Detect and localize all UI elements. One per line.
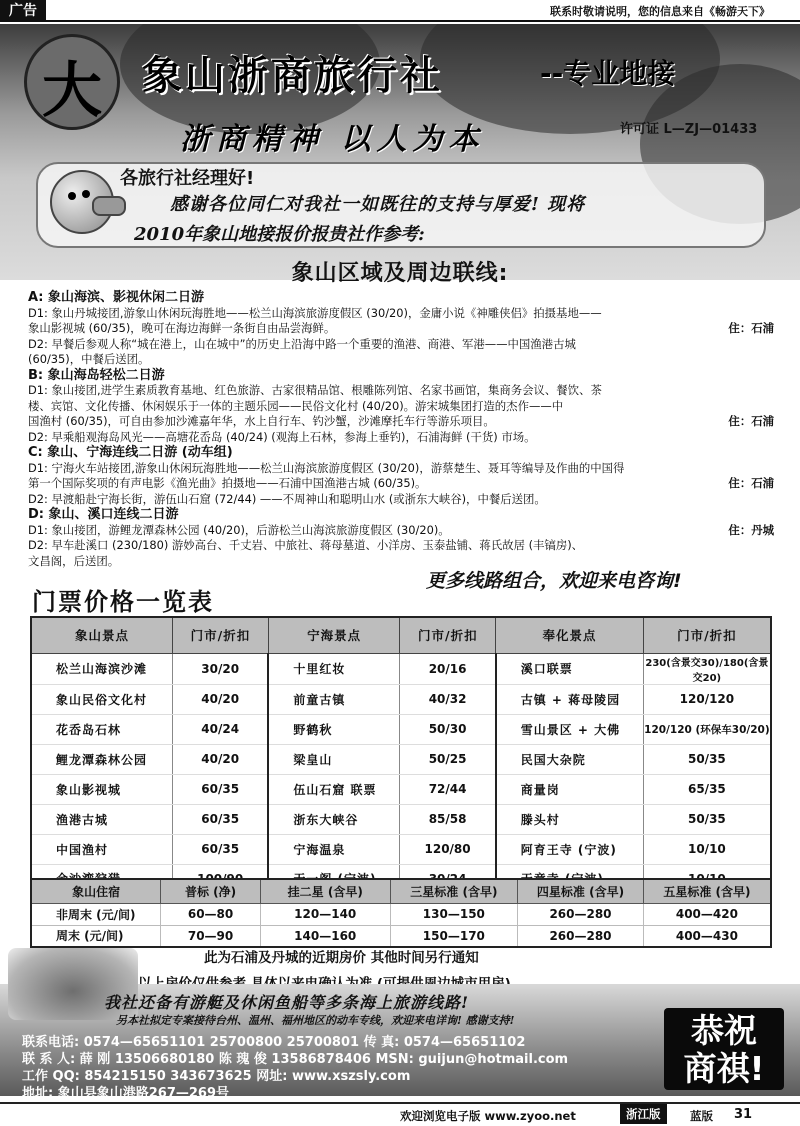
license-number: 许可证 L—ZJ—01433	[620, 122, 758, 137]
route-d	[28, 507, 774, 569]
congrats-line: 商祺!	[683, 1049, 765, 1088]
horn-icon	[92, 196, 126, 216]
column-header: 挂二星 (含早)	[260, 879, 390, 903]
price-cell: 40/32	[400, 684, 496, 714]
column-header: 门市/折扣	[400, 617, 496, 653]
scenic-spot-cell: 十里红妆	[268, 653, 400, 684]
price-cell: 30/20	[173, 653, 269, 684]
price-cell: 60—80	[161, 903, 261, 925]
route-text: (60/35)，中餐后送团。	[28, 352, 150, 366]
route-text: 文昌阁，后送团。	[28, 553, 120, 568]
ticket-title: 门票价格一览表	[32, 588, 214, 616]
slogan: 浙商精神 以人为本	[180, 122, 485, 157]
phone-line: 联系电话: 0574—65651101 25700800 25700801 传 真: 0574—65651102	[22, 1035, 526, 1050]
price-cell: 130—150	[390, 903, 518, 925]
greeting-line-1: 各旅行社经理好!	[120, 168, 255, 189]
route-text: D2: 早乘船观海岛风光——高塘花岙岛 (40/24) (观海上石林，参海上垂钓)，石浦海鲜 (干货) 市场。	[28, 429, 536, 444]
scenic-spot-cell: 象山影视城	[31, 774, 173, 804]
route-text: D1: 象山接团，游鲤龙潭森林公园 (40/20)，后游松兰山海滨旅游度假区 (30/20)。	[28, 522, 450, 537]
price-cell: 120/120	[643, 684, 771, 714]
table-row	[31, 903, 771, 925]
stay-location: 住：石浦	[728, 414, 774, 428]
scenic-spot-cell: 民国大杂院	[496, 744, 644, 774]
table-row	[31, 684, 771, 714]
company-name: 象山浙商旅行社	[142, 53, 443, 99]
route-line	[28, 306, 774, 322]
color-edition: 蓝版	[690, 1109, 713, 1123]
price-cell: 40/20	[173, 744, 269, 774]
stay-location: 住：石浦	[728, 476, 774, 490]
route-line	[28, 461, 774, 477]
scenic-spot-cell: 鲤龙潭森林公园	[31, 744, 173, 774]
route-text: D2: 早餐后参观人称“城在港上，山在城中”的历史上沿海中路一个重要的渔港、商港、军港——中国渔港古城	[28, 336, 576, 351]
scenic-spot-cell: 阿育王寺 (宁波)	[496, 834, 644, 864]
price-cell: 150—170	[390, 925, 518, 947]
column-header: 宁海景点	[268, 617, 400, 653]
price-cell: 230(含景交30)/180(含景交20)	[643, 653, 771, 684]
address-line: 地址: 象山县象山港路267—269号	[22, 1086, 229, 1101]
table-row	[31, 834, 771, 864]
stay-location: 住：丹城	[728, 522, 774, 537]
route-text: D1: 宁海火车站接团,游象山休闲玩海胜地——松兰山海滨旅游度假区 (30/20)，游蔡楚生、聂耳等编导及作曲的中国得	[28, 460, 625, 475]
period-cell: 非周末 (元/间)	[31, 903, 161, 925]
scenic-spot-cell: 浙东大峡谷	[268, 804, 400, 834]
website-link[interactable]: 欢迎浏览电子版 www.zyoo.net	[400, 1109, 576, 1123]
column-header: 四星标准 (含早)	[518, 879, 644, 903]
scenic-spot-cell: 梁皇山	[268, 744, 400, 774]
route-line	[28, 492, 774, 508]
route-a	[28, 290, 774, 368]
period-cell: 周末 (元/间)	[31, 925, 161, 947]
scenic-spot-cell: 象山民俗文化村	[31, 684, 173, 714]
price-cell: 120/120 (环保车30/20)	[643, 714, 771, 744]
column-header: 五星标准 (含早)	[643, 879, 771, 903]
table-row	[31, 925, 771, 947]
column-header: 门市/折扣	[173, 617, 269, 653]
page-footer	[0, 1102, 800, 1126]
route-line	[28, 414, 774, 430]
route-line	[28, 538, 774, 554]
table-row	[31, 804, 771, 834]
scenic-spot-cell: 滕头村	[496, 804, 644, 834]
scenic-spot-cell: 溪口联票	[496, 653, 644, 684]
scenic-spot-cell: 雪山景区 + 大佛	[496, 714, 644, 744]
route-text: D2: 早渡船赴宁海长街，游伍山石窟 (72/44) ——不周神山和聪明山水 (或浙东大峡谷)，中餐后送团。	[28, 491, 546, 506]
price-cell: 40/20	[173, 684, 269, 714]
scenic-spot-cell: 伍山石窟 联票	[268, 774, 400, 804]
price-cell: 120/80	[400, 834, 496, 864]
price-cell: 120—140	[260, 903, 390, 925]
top-bar	[0, 0, 800, 22]
scenic-spot-cell: 古镇 + 蒋母陵园	[496, 684, 644, 714]
price-cell: 60/35	[173, 804, 269, 834]
price-cell: 72/44	[400, 774, 496, 804]
column-header: 三星标准 (含早)	[390, 879, 518, 903]
route-c	[28, 445, 774, 507]
route-line	[28, 430, 774, 446]
route-heading: D: 象山、溪口连线二日游	[28, 507, 179, 522]
route-text: 国渔村 (60/35)，可自由参加沙滩嘉年华，水上自行车、钓沙蟹，沙滩摩托车行等游乐项目。	[28, 414, 495, 428]
route-text: 象山影视城 (60/35)，晚可在海边海鲜一条街自由品尝海鲜。	[28, 321, 336, 335]
scenic-spot-cell: 前童古镇	[268, 684, 400, 714]
column-header: 象山景点	[31, 617, 173, 653]
ad-label: 广告	[0, 0, 46, 22]
route-line	[28, 337, 774, 353]
scenic-spot-cell: 中国渔村	[31, 834, 173, 864]
congrats-badge	[664, 1008, 784, 1090]
routes-title: 象山区域及周边联线:	[291, 261, 509, 286]
source-note: 联系时敬请说明，您的信息来自《畅游天下》	[550, 5, 770, 18]
table-header-row	[31, 879, 771, 903]
greeting-line-3: 2010年象山地接报价报贵社作参考:	[134, 224, 425, 245]
route-text: 第一个国际奖项的有声电影《渔光曲》拍摄地——石浦中国渔港古城 (60/35)。	[28, 476, 427, 490]
edition-badge: 浙江版	[620, 1104, 667, 1124]
route-text: D1: 象山接团,进学生素质教育基地、红色旅游、古家很精品馆、根雕陈列馆、名家书画馆，集商务会议、餐饮、茶	[28, 383, 602, 397]
price-cell: 60/35	[173, 774, 269, 804]
price-cell: 65/35	[643, 774, 771, 804]
route-text: D2: 早车赴溪口 (230/180) 游妙高台、千丈岩、中旅社、蒋母墓道、小洋房、玉泰盐铺、蒋氏故居 (丰镐房)、	[28, 538, 584, 552]
contact-info	[22, 1034, 568, 1102]
stay-location: 住：石浦	[728, 321, 774, 335]
page-number: 31	[734, 1107, 753, 1122]
price-cell: 400—430	[643, 925, 771, 947]
route-line	[28, 321, 774, 337]
route-heading: C: 象山、宁海连线二日游 (动车组)	[28, 445, 233, 460]
price-cell: 140—160	[260, 925, 390, 947]
contact-person-line: 联 系 人: 薛 刚 13506680180 陈 瑰 俊 13586878406 MSN: guijun@hotmail.com	[22, 1052, 569, 1067]
table-row	[31, 774, 771, 804]
price-cell: 50/35	[643, 744, 771, 774]
column-header: 普标 (净)	[161, 879, 261, 903]
eye	[68, 192, 76, 200]
promo-line-2: 另本社拟定专案接待台州、温州、福州地区的动车专线，欢迎来电详询! 感谢支持!	[116, 1014, 515, 1027]
route-list	[28, 290, 774, 569]
price-cell: 85/58	[400, 804, 496, 834]
price-cell: 400—420	[643, 903, 771, 925]
greeting-line-2: 感谢各位同仁对我社一如既往的支持与厚爱! 现将	[170, 194, 586, 215]
price-cell: 50/35	[643, 804, 771, 834]
scenic-spot-cell: 花岙岛石林	[31, 714, 173, 744]
route-line	[28, 383, 774, 399]
route-b	[28, 368, 774, 446]
route-line	[28, 523, 774, 539]
scenic-spot-cell: 野鹤秋	[268, 714, 400, 744]
scenic-spot-cell: 渔港古城	[31, 804, 173, 834]
hotel-price-table	[30, 878, 772, 948]
eye	[82, 190, 90, 198]
column-header: 象山住宿	[31, 879, 161, 903]
route-line	[28, 352, 774, 368]
congrats-line: 恭祝	[691, 1011, 757, 1050]
route-text: 楼、宾馆、文化传播、休闲娱乐于一体的主题乐园——民俗文化村 (40/20)。游宋城集团打造的杰作——中	[28, 398, 564, 413]
scenic-spot-cell: 商量岗	[496, 774, 644, 804]
qq-website-line: 工作 QQ: 854215150 343673625 网址: www.xszsly.com	[22, 1069, 411, 1084]
table-header-row	[31, 617, 771, 653]
price-cell: 70—90	[161, 925, 261, 947]
price-cell: 10/10	[643, 834, 771, 864]
company-tagline: --专业地接	[540, 57, 676, 90]
price-cell: 260—280	[518, 903, 644, 925]
route-heading: A: 象山海滨、影视休闲二日游	[28, 290, 205, 305]
price-cell: 20/16	[400, 653, 496, 684]
route-heading: B: 象山海岛轻松二日游	[28, 367, 165, 383]
table-row	[31, 744, 771, 774]
smiley-icon	[50, 170, 114, 234]
price-cell: 50/30	[400, 714, 496, 744]
scenic-spot-cell: 宁海温泉	[268, 834, 400, 864]
price-cell: 40/24	[173, 714, 269, 744]
route-line	[28, 476, 774, 492]
note-line-1: 此为石浦及丹城的近期房价 其他时间另行通知	[204, 950, 479, 966]
route-text: D1: 象山丹城接团,游象山休闲玩海胜地——松兰山海滨旅游度假区 (30/20)，金庸小说《神雕侠侣》拍摄基地——	[28, 305, 602, 320]
table-row	[31, 653, 771, 684]
table-row	[31, 714, 771, 744]
column-header: 奉化景点	[496, 617, 644, 653]
scenic-spot-cell: 松兰山海滨沙滩	[31, 653, 173, 684]
column-header: 门市/折扣	[643, 617, 771, 653]
price-cell: 260—280	[518, 925, 644, 947]
price-cell: 50/25	[400, 744, 496, 774]
promo-line-1: 我社还备有游艇及休闲鱼船等多条海上旅游线路!	[104, 993, 470, 1012]
route-line	[28, 399, 774, 415]
more-routes-note: 更多线路组合，欢迎来电咨询!	[426, 570, 682, 592]
price-cell: 60/35	[173, 834, 269, 864]
company-logo	[24, 34, 120, 130]
logo-mark: 大	[42, 56, 102, 126]
ticket-price-table	[30, 616, 772, 895]
